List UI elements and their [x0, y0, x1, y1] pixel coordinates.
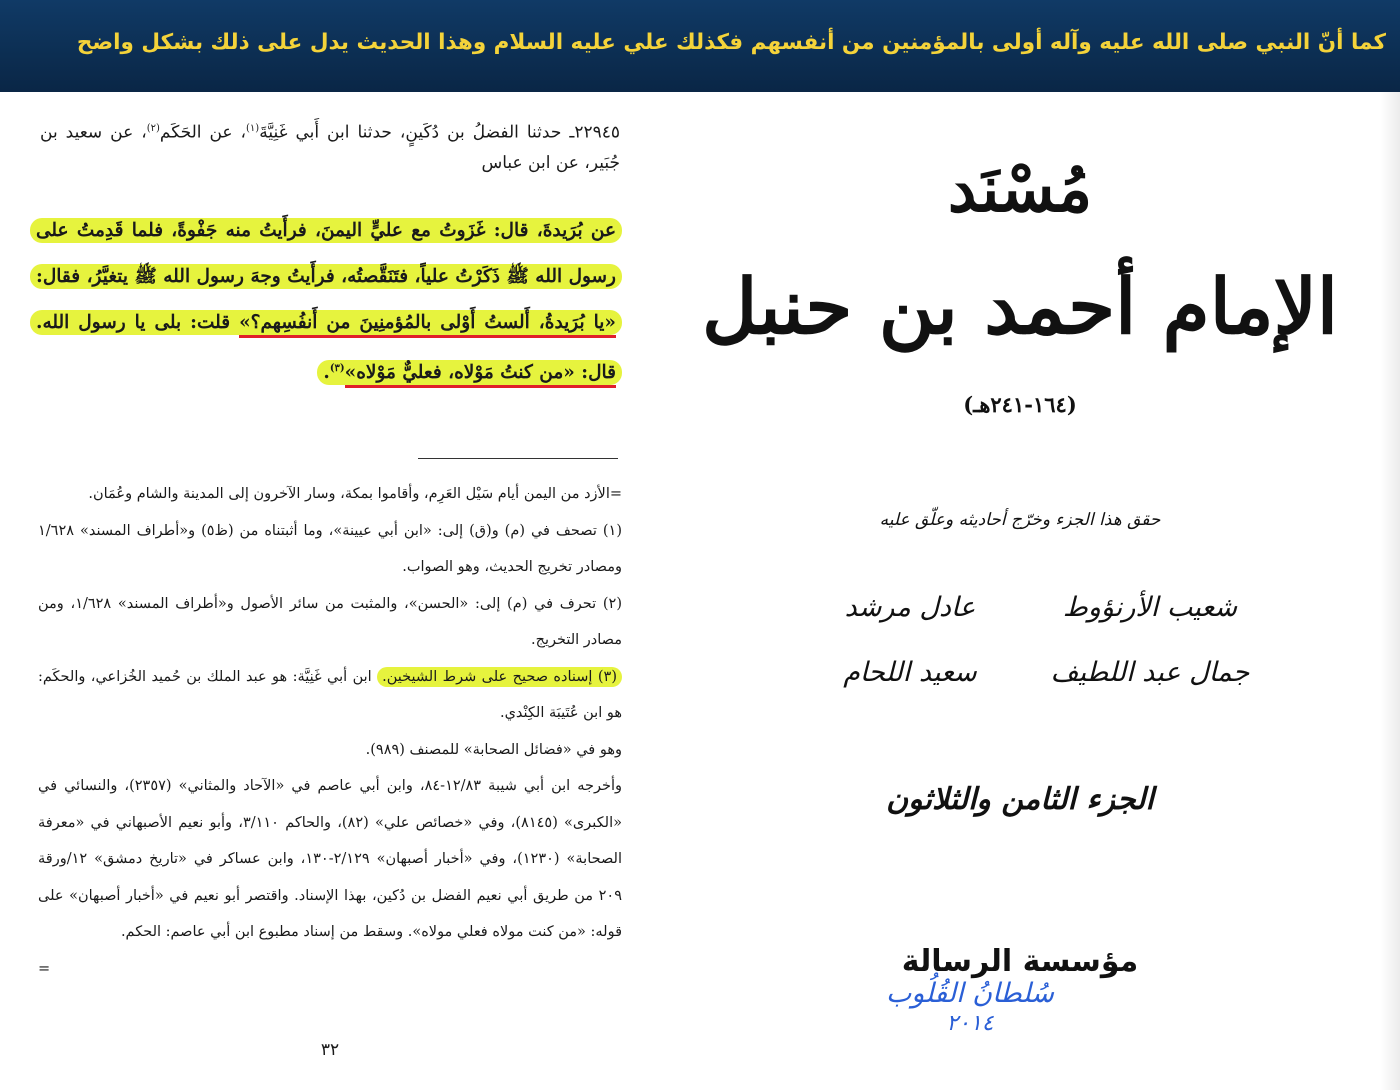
hadith-isnad [40, 114, 620, 178]
footnote-divider [418, 458, 618, 459]
footnote-continuation: =الأزد من اليمن أيام سَيْل العَرِم، وأقاموا بمكة، وسار الآخرون إلى المدينة والشام وعُمَان. [88, 486, 622, 502]
author-dates: (١٦٤-٢٤١هـ) [963, 392, 1077, 417]
hadith-number: ٢٢٩٤٥ـ [569, 122, 620, 143]
underlined-mawla: قال: «من كنتُ مَوْلاه، فعليٌّ مَوْلاه» [345, 362, 616, 388]
isnad-text-3: ، عن سعيد بن جُبَير، عن ابن عباس [40, 122, 620, 173]
underlined-question: «يا بُرَيدةُ، أَلستُ أَوْلى بالمُؤمنِينَ من أَنفُسِهم؟» [239, 312, 616, 338]
matn-part-1: عن بُرَيدةَ، قال: غَزَوتُ مع عليٍّ اليمنَ، فرأَيتُ منه جَفْوةً، فلما قَدِمتُ على رسول الله ﷺ ذَكَرْتُ علياً، فتَنَقَّصتُه، فرأَيتُ وجهَ رسول الله ﷺ يتغيَّرُ، فقال: [36, 220, 616, 287]
owner-stamp [840, 977, 1100, 1037]
editor-name-3: جمال عبد اللطيف [1050, 657, 1250, 688]
footnote-3-highlight: (٣) إسناده صحيح على شرط الشيخين. [377, 667, 622, 687]
footnote-2: (٢) تحرف في (م) إلى: «الحسن»، والمثبت من سائر الأصول و«أطراف المسند» ١/٦٢٨، ومن مصادر التخريج. [38, 595, 622, 648]
editors-caption: حقق هذا الجزء وخرّج أحاديثه وعلّق عليه [879, 510, 1161, 530]
editor-name-4: سعيد اللحام [843, 657, 977, 688]
footnote-3-b: وهو في «فضائل الصحابة» للمصنف (٩٨٩). [365, 741, 622, 758]
right-book-page [640, 92, 1400, 1090]
hadith-matn [30, 208, 622, 396]
isnad-text-2: ، عن الحَكَم [159, 122, 247, 143]
footnote-1: (١) تصحف في (م) و(ق) إلى: «ابن أبي عيينة»، وما أثبتناه من (ظ٥) و«أطراف المسند» ١/٦٢٨ ومصادر تخريج الحديث، وهو الصواب. [38, 522, 622, 575]
footnote-ref-1: (١) [246, 123, 260, 134]
top-banner [0, 0, 1400, 92]
volume-label: الجزء الثامن والثلاثون [886, 782, 1154, 817]
stamp-year: ٢٠١٤ [946, 1011, 994, 1036]
page-number: ٣٢ [320, 1040, 340, 1060]
highlighted-matn [30, 218, 622, 385]
page-gutter-shadow [1380, 92, 1400, 1090]
editor-name-2: عادل مرشد [844, 592, 976, 623]
banner-caption: كما أنّ النبي صلى الله عليه وآله أولى بالمؤمنين من أنفسهم فكذلك علي عليه السلام وهذا الحديث يدل على ذلك بشكل واضح [76, 30, 1386, 55]
isnad-text-1: حدثنا الفضلُ بن دُكَينٍ، حدثنا ابن أَبي غَنِيَّةَ [259, 122, 562, 143]
footnote-3-text: ابن أبي غَنِيَّة: هو عبد الملك بن حُميد الخُزاعي، والحكَم: هو ابن عُتَيبَة الكِنْدي. [38, 668, 622, 721]
footnote-ref-2: (٢) [146, 123, 160, 134]
left-book-page [0, 92, 640, 1090]
footnote-3 [38, 659, 622, 732]
footnote-ref-3: (٣) [329, 363, 345, 374]
publisher-name: مؤسسة الرسالة [901, 944, 1139, 979]
footnotes [38, 476, 622, 987]
editor-name-1: شعيب الأرنؤوط [1062, 592, 1238, 623]
footnote-continue-mark: = [38, 960, 51, 977]
footnote-3-c: وأخرجه ابن أبي شيبة ١٢/٨٣-٨٤، وابن أبي عاصم في «الآحاد والمثاني» (٢٣٥٧)، والنسائي في «الكبرى» (٨١٤٥)، وفي «خصائص علي» (٨٢)، والحاكم ٣/١١٠، وأبو نعيم الأصبهاني في «معرفة الصحابة» (١٢٣٠)، وفي «أخبار أصبهان» ٢/١٢٩-١٣٠، وابن عساكر في «تاريخ دمشق» ١٢/ورقة ٢٠٩ من طريق أبي نعيم الفضل بن دُكين، بهذا الإسناد. واقتصر أبو نعيم في «أخبار أصبهان» على قوله: «من كنت مولاه فعلي مولاه». وسقط من إسناد مطبوع ابن أبي عاصم: الحكم. [38, 778, 622, 940]
matn-part-2: قلت: بلى يا رسول الله. [36, 312, 240, 333]
stamp-name: سُلطانُ القُلُوب [885, 978, 1055, 1009]
matn-end: . [323, 362, 330, 384]
book-title-musnad: مُسْنَد [947, 152, 1093, 227]
book-title-imam: الإمام أحمد بن حنبل [701, 262, 1339, 351]
